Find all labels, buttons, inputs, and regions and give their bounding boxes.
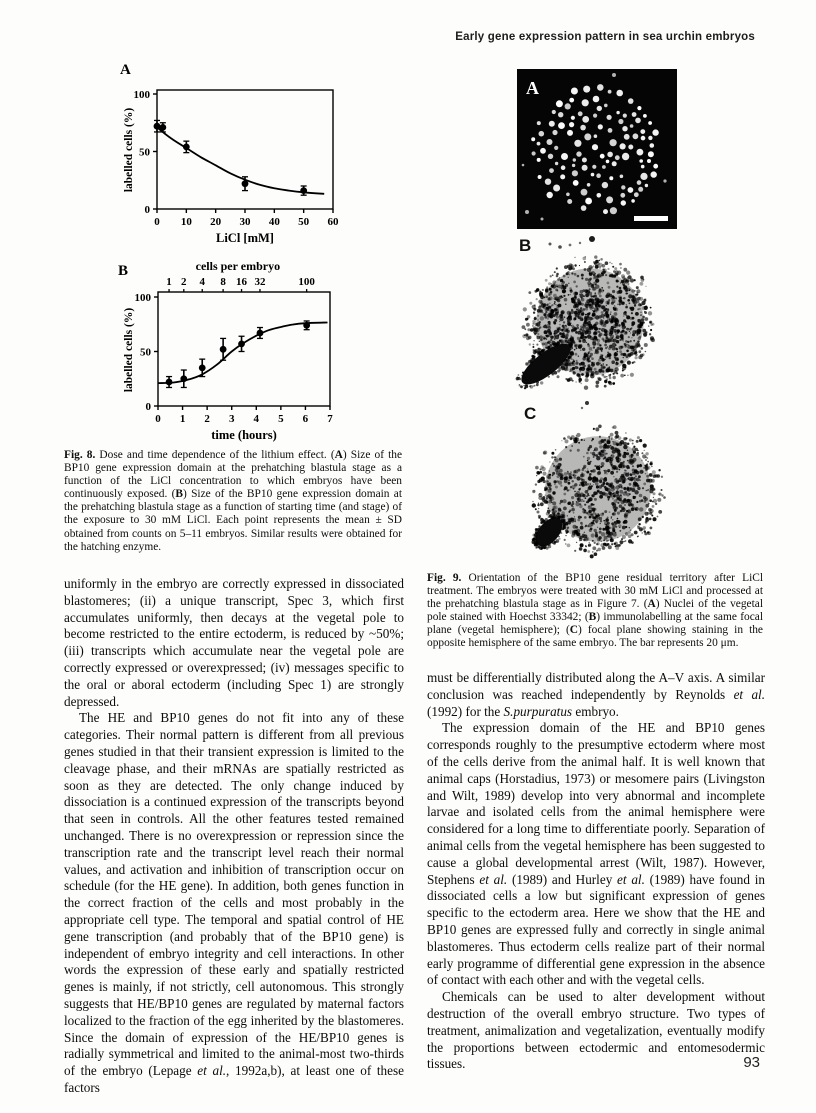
figure8-panel-b-letter: B	[118, 263, 129, 279]
svg-text:30: 30	[239, 216, 251, 228]
body-column-right	[427, 670, 765, 1073]
y-axis	[123, 292, 158, 413]
paragraph: uniformly in the embryo are correctly expressed in dissociated blastomeres; (ii) a unique transcript, Spec 3, which first accumulates uniformly, then decays at the vegetal pole to become restricted to the entire ectoderm, is reduced by ~50%; (iii) transcripts which accumulate near the vegetal pole are correctly expressed or overexpressed; (iv) messages specific to the oral or aboral ectoderm (including Spec 1) are strongly depressed.	[64, 576, 404, 709]
svg-text:100: 100	[133, 89, 150, 101]
svg-text:100: 100	[298, 276, 315, 288]
svg-text:4: 4	[199, 276, 205, 288]
micrograph-b-embryo	[512, 230, 697, 398]
svg-text:10: 10	[180, 216, 192, 228]
y-axis-label: labelled cells (%)	[123, 107, 135, 193]
paragraph: The expression domain of the HE and BP10 genes corresponds roughly to the presumptive ectoderm where most of the cells derive from the animal half. It is well known that animal caps (Horstadius, 1973) or mesomere pairs (Livingston and Wilt, 1989) develop into very abnormal and incomplete larvae and isolated cells from the animal hemisphere were considered for a long time to differentiate poorly. Separation of animal cells from the vegetal hemisphere has been suggested to cause a global developmental arrest (Wilt, 1987). However, Stephens et al. (1989) and Hurley et al. (1989) have found in dissociated cells a low but significant expression of genes specific to the ectoderm area. Here we show that the HE and BP10 genes are expressed fully and correctly in single animal blastomeres. Thus ectoderm cells realize part of their normal early programme of differential gene expression in the absence of contact with each other and with the vegetal cells.	[427, 720, 765, 988]
figure8-caption: Fig. 8. Dose and time dependence of the lithium effect. (A) Size of the BP10 gene expression domain at the prehatching blastula stage as a function of the LiCl concentration to which embryos have been continuously exposed. (B) Size of the BP10 gene expression domain at the prehatching blastula stage as a function of starting time (and stage) of the exposure to 30 mM LiCl. Each point represents the mean ± SD obtained from counts on 5–11 embryos. Similar results were obtained for the hatching enzyme.	[64, 449, 402, 553]
micrograph-c-embryo	[512, 398, 697, 560]
svg-text:0: 0	[155, 413, 161, 425]
y-axis-label: labelled cells (%)	[123, 307, 135, 393]
dense-mass	[530, 513, 567, 552]
svg-text:50: 50	[139, 146, 150, 159]
micrograph-c-letter: C	[524, 404, 537, 423]
svg-text:16: 16	[236, 276, 248, 288]
svg-text:50: 50	[298, 216, 310, 228]
data-series	[166, 321, 310, 387]
chart-licl-dose-response	[110, 58, 360, 248]
svg-text:5: 5	[278, 413, 284, 425]
svg-text:1: 1	[179, 413, 186, 425]
running-title: Early gene expression pattern in sea urchin embryos	[455, 31, 755, 43]
svg-text:2: 2	[181, 276, 187, 288]
paragraph: Chemicals can be used to alter development without destruction of the overall embryo structure. Two types of treatment, animalization and vegetalization, eventually modify the proportions between ectodermic and entomesodermic tissues.	[427, 989, 765, 1072]
svg-text:60: 60	[327, 216, 339, 228]
svg-text:2: 2	[204, 413, 210, 425]
svg-text:20: 20	[210, 216, 222, 228]
body-column-left	[64, 576, 404, 1097]
fit-curve	[157, 127, 324, 194]
x-axis-label: LiCl [mM]	[216, 231, 274, 245]
micrograph-a-nuclei	[517, 69, 677, 229]
page-number: 93	[743, 1054, 760, 1071]
svg-text:6: 6	[302, 413, 309, 425]
x-axis	[154, 209, 339, 245]
svg-text:100: 100	[134, 292, 151, 304]
svg-text:0: 0	[144, 204, 150, 216]
top-axis-label: cells per embryo	[195, 259, 281, 273]
scale-bar	[634, 216, 668, 221]
data-series	[154, 120, 307, 195]
svg-text:40: 40	[268, 216, 280, 228]
svg-text:4: 4	[253, 413, 260, 425]
y-axis	[123, 89, 157, 216]
svg-text:0: 0	[154, 216, 160, 228]
micrograph-a-letter: A	[526, 78, 539, 98]
top-axis	[166, 259, 315, 292]
svg-text:50: 50	[140, 346, 151, 359]
figure9-caption: Fig. 9. Orientation of the BP10 gene residual territory after LiCl treatment. The embryos were treated with 30 mM LiCl and processed at the prehatching blastula stage as in Figure 7. (A) Nuclei of the vegetal pole stained with Hoechst 33342; (B) immunolabelling at the same focal plane (vegetal hemisphere); (C) focal plane showing staining in the opposite hemisphere of the same embryo. The bar represents 20 μm.	[427, 572, 764, 650]
micrograph-b-letter: B	[519, 236, 532, 255]
svg-text:8: 8	[220, 276, 226, 288]
paragraph: must be differentially distributed along the A–V axis. A similar conclusion was reached independently by Reynolds et al. (1992) for the S.purpuratus embryo.	[427, 670, 766, 719]
svg-text:0: 0	[145, 401, 151, 413]
x-axis	[155, 406, 333, 442]
figure8-panel-a-letter: A	[120, 62, 131, 78]
paragraph: The HE and BP10 genes do not fit into any of these categories. Their normal pattern is different from all previous genes studied in that their transient expression is limited to the cleavage phase, and their mRNAs are spatially restricted as soon as they are detected. The only change induced by dissociation is a continued expression of the transcripts beyond that seen in controls. All the other features tested remained unchanged. There is no overexpression or repression since the transcription rate and the transcript level reach their normal values, and activation and inhibition of transcription occur on schedule (for the HE gene). In addition, both genes function in the correct fraction of the cells and most probably in the appropriate cell type. The temporal and spatial control of HE gene transcription (and probably that of the BP10 gene) is independent of embryo integrity and cell interactions. In other words the expression of these early and spatially restricted genes is mainly, if not strictly, cell autonomous. This strongly suggests that HE/BP10 genes are regulated by maternal factors localized to the fraction of the egg inherited by the blastomeres. Since the domain of expression of the HE/BP10 genes is radially symmetrical and limited to the animal-most two-thirds of the embryo (Lepage et al., 1992a,b), at least one of these factors	[64, 710, 404, 1095]
chart-time-dependence	[98, 253, 366, 448]
svg-text:32: 32	[254, 276, 266, 288]
svg-text:7: 7	[327, 413, 333, 425]
x-axis-label: time (hours)	[211, 428, 277, 442]
svg-text:1: 1	[166, 276, 172, 288]
svg-text:3: 3	[228, 413, 235, 425]
plot-frame	[158, 292, 330, 406]
